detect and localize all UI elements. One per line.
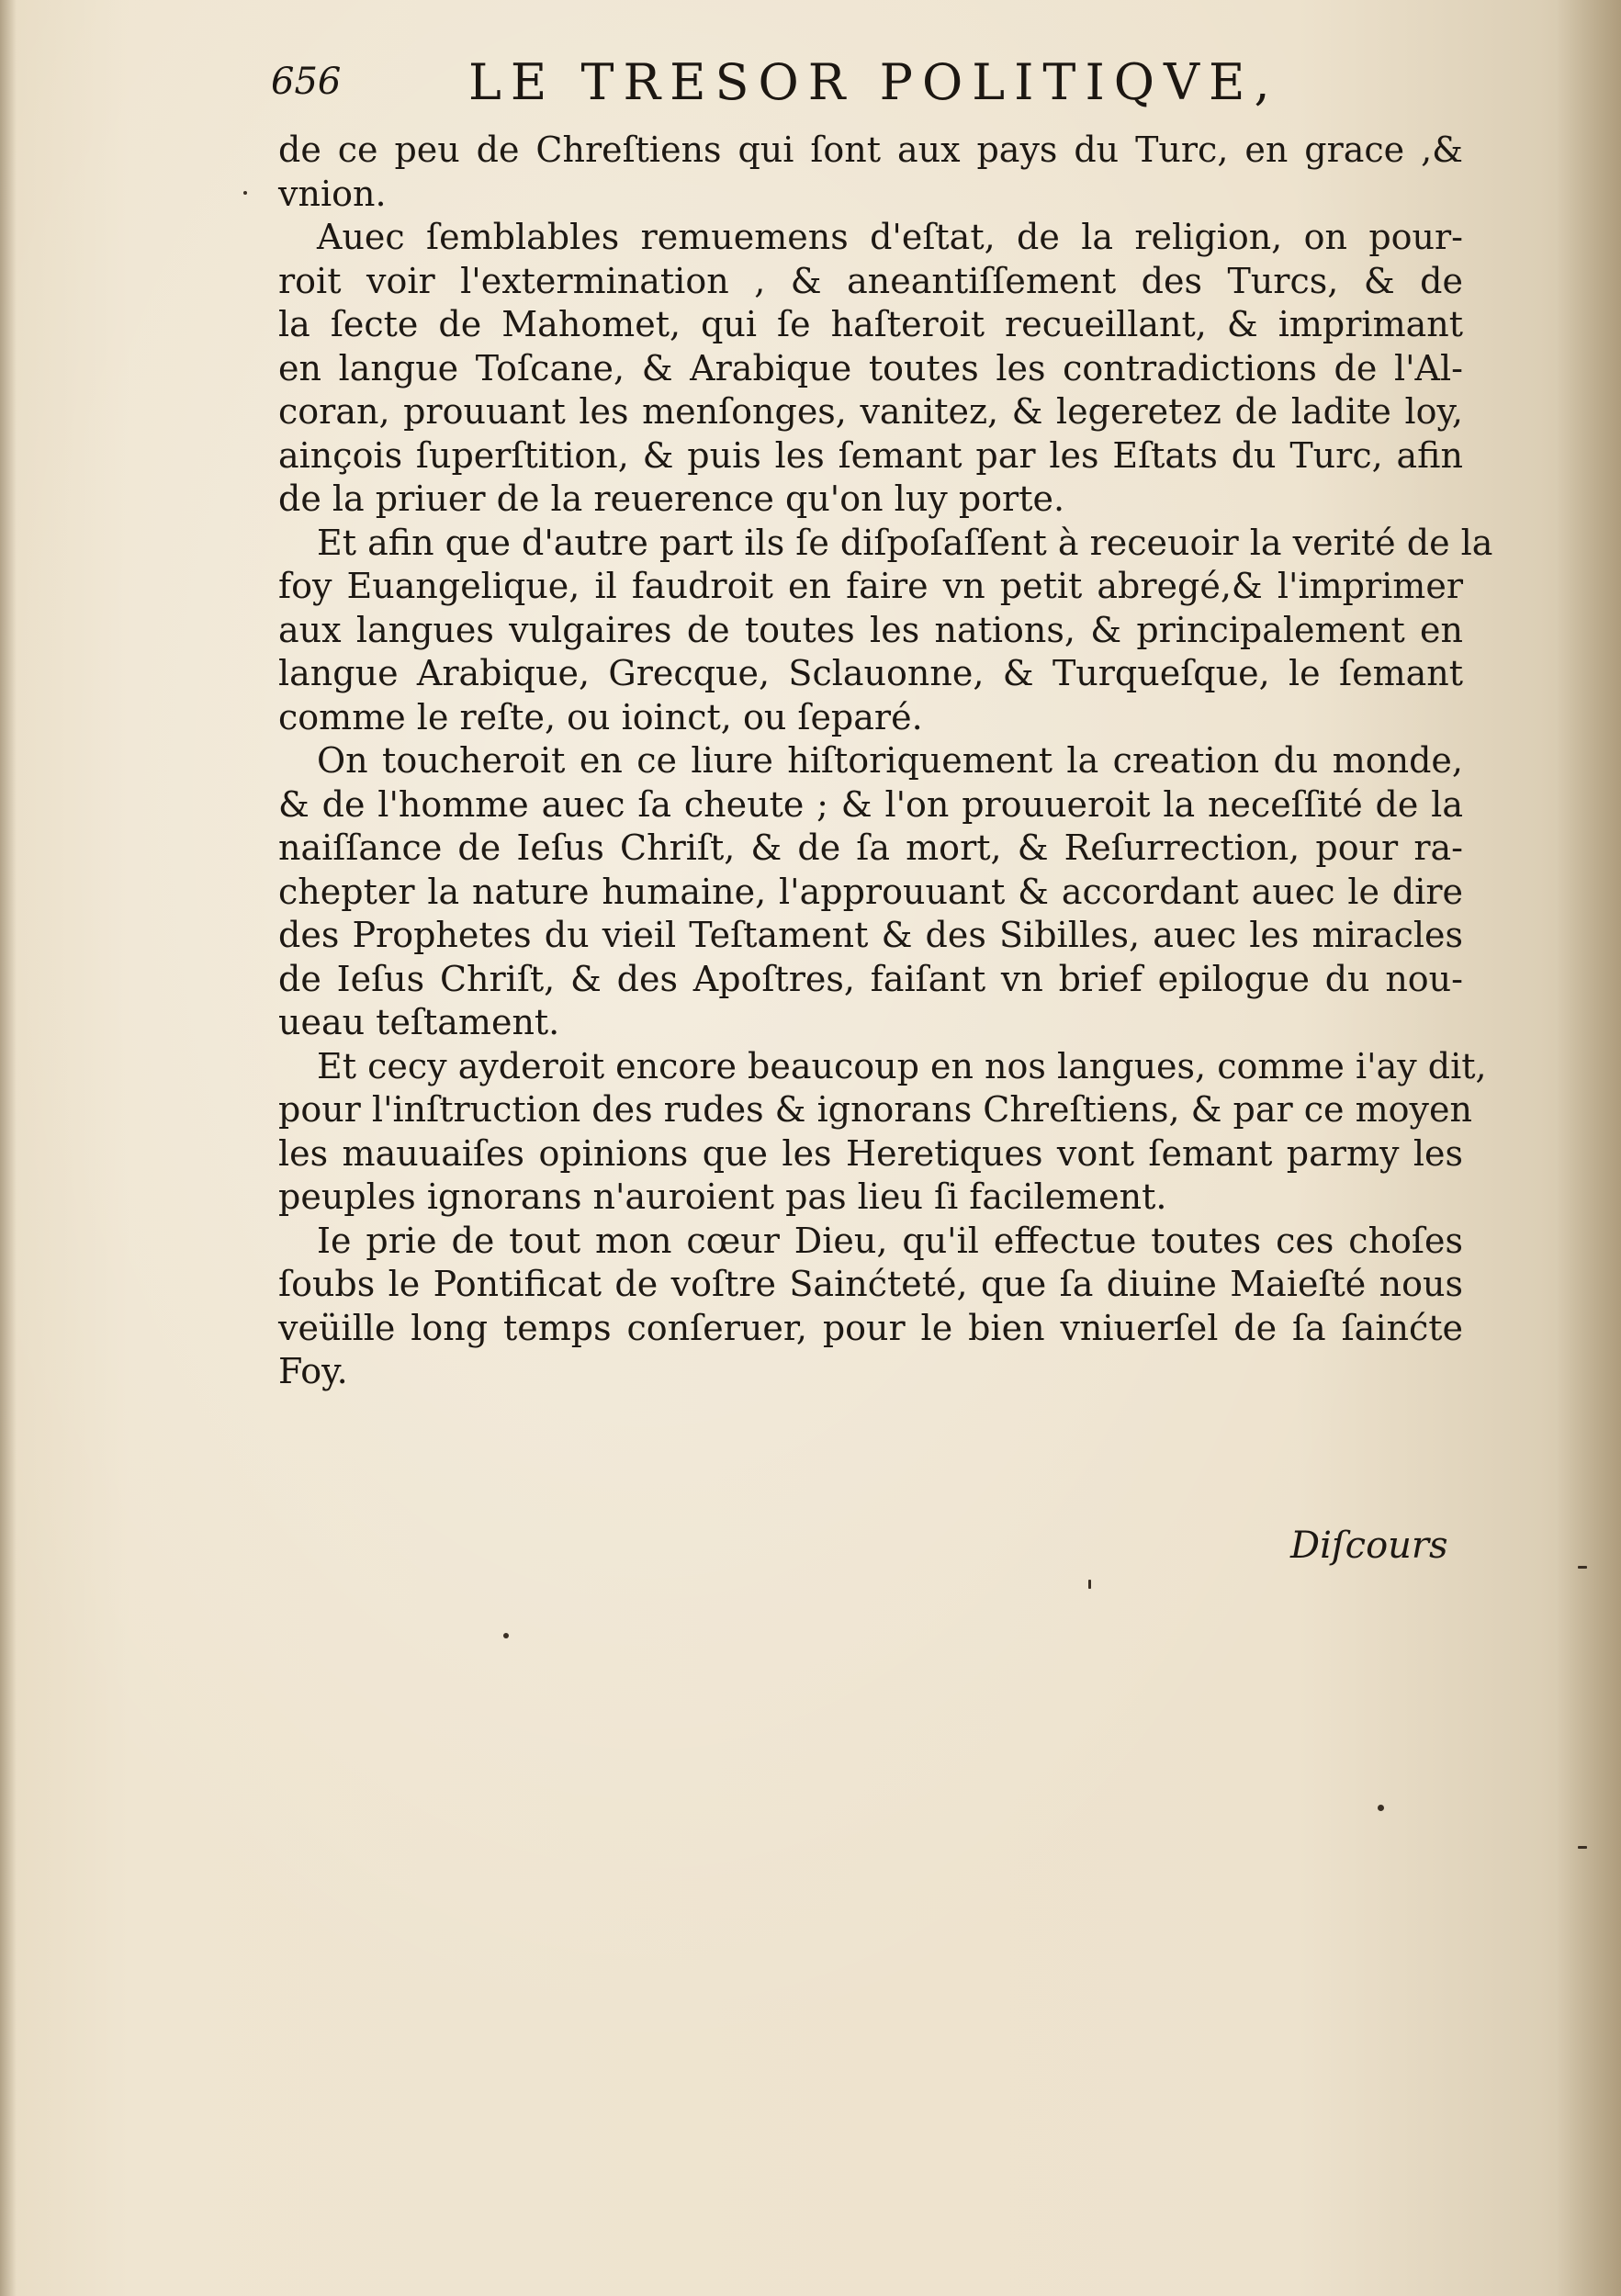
text-line: foy Euangelique, il faudroit en faire vn petit abregé,& l'imprimer	[278, 566, 1463, 606]
text-line: de Ieſus Chriſt, & des Apoſtres, faiſant vn brief epilogue du nou-	[278, 958, 1463, 999]
text-line: Foy.	[278, 1351, 348, 1391]
paper-speck	[1578, 1846, 1587, 1849]
text-line: coran, prouuant les menſonges, vanitez, & legeretez de ladite loy,	[278, 391, 1463, 432]
running-head	[271, 53, 1281, 127]
paragraph	[278, 129, 1463, 216]
text-line: ueau teſtament.	[278, 1002, 560, 1042]
text-line: comme le reſte, ou ioinct, ou ſeparé.	[278, 696, 923, 737]
text-line: langue Arabique, Grecque, Sclauonne, & Turqueſque, le ſemant	[278, 653, 1463, 693]
paper-speck	[243, 191, 247, 195]
text-line: chepter la nature humaine, l'approuuant & accordant auec le dire	[278, 871, 1463, 912]
text-line: les mauuaiſes opinions que les Heretiques vont ſemant parmy les	[278, 1132, 1463, 1174]
paper-speck	[1378, 1805, 1384, 1811]
text-line: & de l'homme auec ſa cheute ; & l'on prouueroit la neceſſité de la	[278, 783, 1463, 825]
text-line: aux langues vulgaires de toutes les nations, & principalement en	[278, 609, 1463, 650]
text-line: Ie prie de tout mon cœur Dieu, qu'il effectue toutes ces choſes	[317, 1220, 1463, 1261]
text-line: naiſſance de Ieſus Chriſt, & de ſa mort, & Reſurrection, pour ra-	[278, 827, 1463, 868]
paragraph	[278, 216, 1463, 522]
text-line: Et afin que d'autre part ils ſe diſpoſaſſent à receuoir la verité de la	[317, 522, 1493, 563]
text-line: Et cecy ayderoit encore beaucoup en nos langues, comme i'ay dit,	[317, 1045, 1487, 1086]
text-line: peuples ignorans n'auroient pas lieu ſi facilement.	[278, 1176, 1167, 1217]
text-line: pour l'inſtruction des rudes & ignorans Chreſtiens, & par ce moyen	[278, 1089, 1472, 1130]
text-line: veüille long temps conſeruer, pour le bien vniuerſel de ſa ſainćte	[278, 1307, 1463, 1348]
text-line: en langue Toſcane, & Arabique toutes les contradictions de l'Al-	[278, 347, 1463, 388]
running-title: LE TRESOR POLITIQVE,	[468, 53, 1279, 111]
paragraph	[278, 739, 1463, 1045]
body-text	[278, 129, 1493, 1394]
text-line: ſoubs le Pontificat de voſtre Sainćteté, que ſa diuine Maieſté nous	[278, 1264, 1463, 1304]
text-line: On toucheroit en ce liure hiſtoriquement la creation du monde,	[317, 740, 1463, 781]
page-number: 656	[271, 61, 342, 103]
page-gutter-shadow	[0, 0, 17, 2296]
paragraph	[278, 1220, 1463, 1394]
paragraph	[278, 522, 1493, 740]
text-line: des Prophetes du vieil Teſtament & des Sibilles, auec les miracles	[278, 915, 1463, 955]
paper-speck	[503, 1633, 509, 1638]
paper-speck	[1088, 1580, 1091, 1589]
page-edge-shadow	[1557, 0, 1621, 2296]
text-line: ainçois ſuperſtition, & puis les ſemant par les Eſtats du Turc, afin	[278, 434, 1463, 476]
text-line: de la priuer de la reuerence qu'on luy porte.	[278, 478, 1065, 519]
paper-speck	[1578, 1566, 1587, 1569]
text-line: Auec ſemblables remuemens d'eſtat, de la religion, on pour-	[317, 217, 1463, 257]
text-line: vnion.	[278, 173, 387, 214]
text-line: la ſecte de Mahomet, qui ſe haſteroit recueillant, & imprimant	[278, 304, 1463, 344]
paragraph	[278, 1045, 1487, 1220]
catchword: Diſcours	[1290, 1525, 1448, 1567]
text-line: de ce peu de Chreſtiens qui ſont aux pays du Turc, en grace ,&	[278, 129, 1463, 170]
text-line: roit voir l'extermination , & aneantiſſement des Turcs, & de	[278, 260, 1463, 301]
